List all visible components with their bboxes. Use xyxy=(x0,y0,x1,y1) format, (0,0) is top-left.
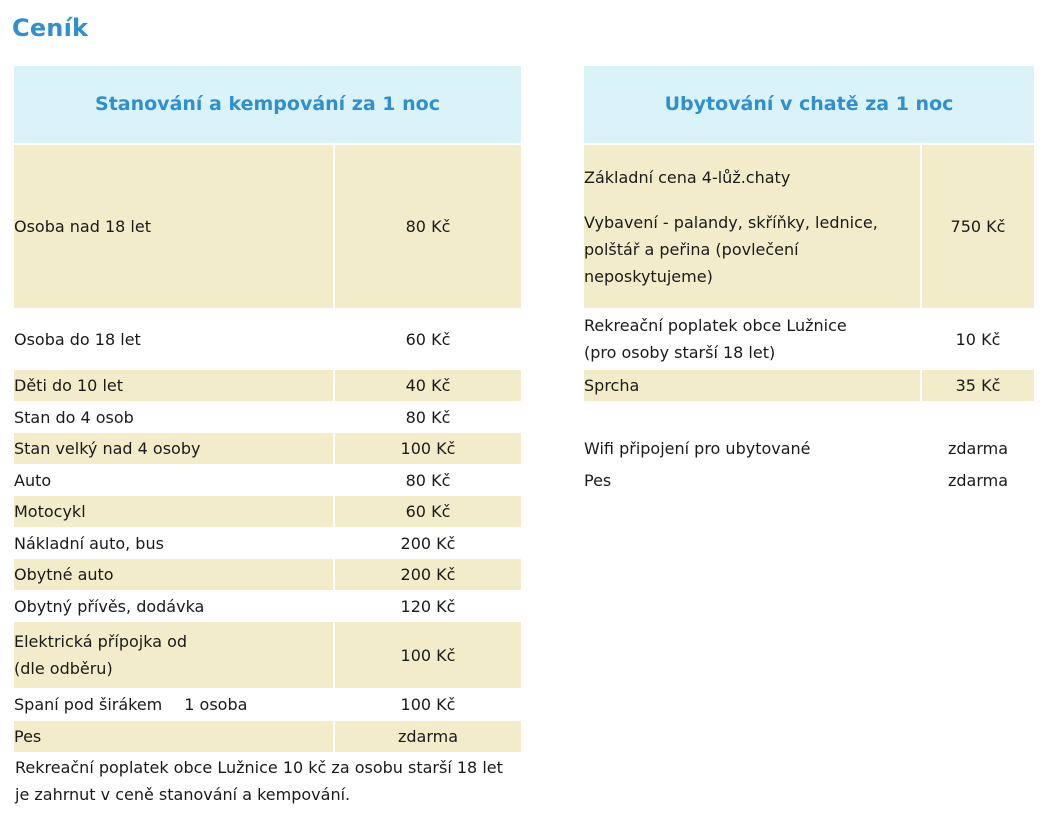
row-label-note: (dle odběru) xyxy=(14,659,113,678)
row-label: Wifi připojení pro ubytované xyxy=(584,439,811,458)
row-price: 80 Kč xyxy=(334,401,521,433)
row-label xyxy=(14,622,334,688)
row-label xyxy=(584,144,921,308)
table-row xyxy=(584,144,1034,308)
row-label: Pes xyxy=(584,470,612,490)
camping-price-table xyxy=(14,66,521,752)
table-row xyxy=(14,559,521,590)
footnote-line: je zahrnut v ceně stanování a kempování. xyxy=(15,785,351,804)
row-description-line: Vybavení - palandy, skříňky, lednice, xyxy=(584,212,878,232)
row-label-line: Elektrická přípojka od xyxy=(14,632,188,651)
row-label: Děti do 10 let xyxy=(14,370,334,401)
table-row xyxy=(14,496,521,527)
row-label: Pes xyxy=(14,721,334,752)
cabin-header-row xyxy=(584,66,1034,144)
table-row xyxy=(584,308,1034,370)
spacer-row xyxy=(584,401,1034,433)
cabin-price-table xyxy=(584,66,1034,496)
row-label: Obytný přívěs, dodávka xyxy=(14,596,205,616)
row-label: Motocykl xyxy=(14,496,334,527)
row-price: 750 Kč xyxy=(921,144,1034,308)
table-row xyxy=(14,527,521,559)
row-price: zdarma xyxy=(947,470,1009,490)
cabin-header: Ubytování v chatě za 1 noc xyxy=(584,66,1034,144)
row-description-line: neposkytujeme) xyxy=(584,266,713,286)
camping-footnote xyxy=(15,754,535,808)
table-row xyxy=(584,464,1034,496)
row-label-line: (pro osoby starší 18 let) xyxy=(584,343,776,362)
camping-header-row xyxy=(14,66,521,144)
table-row xyxy=(14,433,521,464)
table-row xyxy=(14,721,521,752)
row-label: Obytné auto xyxy=(14,559,334,590)
page-title: Ceník xyxy=(12,14,89,42)
row-label: Sprcha xyxy=(584,370,921,401)
row-price: 200 Kč xyxy=(334,559,521,590)
row-price: 120 Kč xyxy=(334,590,521,622)
row-label: Stan velký nad 4 osoby xyxy=(14,433,334,464)
table-row xyxy=(14,590,521,622)
table-row xyxy=(14,688,521,721)
row-price: 10 Kč xyxy=(921,308,1034,370)
row-label: Nákladní auto, bus xyxy=(14,533,164,553)
row-price: 40 Kč xyxy=(334,370,521,401)
row-label xyxy=(584,308,921,370)
footnote-line: Rekreační poplatek obce Lužnice 10 kč za osobu starší 18 let xyxy=(15,758,503,777)
table-row xyxy=(14,464,521,496)
row-price: 100 Kč xyxy=(334,433,521,464)
row-description-line: polštář a peřina (povlečení xyxy=(584,239,799,259)
row-price: 80 Kč xyxy=(334,144,521,308)
camping-header: Stanování a kempování za 1 noc xyxy=(14,66,521,144)
row-price: 100 Kč xyxy=(334,688,521,721)
row-label: Osoba nad 18 let xyxy=(14,144,334,308)
row-price: 100 Kč xyxy=(334,622,521,688)
row-price: zdarma xyxy=(334,721,521,752)
row-label: Auto xyxy=(14,470,52,490)
table-row xyxy=(14,622,521,688)
row-label: Stan do 4 osob xyxy=(14,407,134,427)
row-price: 60 Kč xyxy=(334,496,521,527)
row-label-line: Rekreační poplatek obce Lužnice xyxy=(584,316,847,335)
row-price: 200 Kč xyxy=(334,527,521,559)
row-label xyxy=(14,688,334,721)
row-label: Osoba do 18 let xyxy=(14,329,141,349)
row-price: 80 Kč xyxy=(334,464,521,496)
table-row xyxy=(584,433,1034,464)
row-label-main: Základní cena 4-lůž.chaty xyxy=(584,167,791,187)
row-label-main: Spaní pod širákem xyxy=(14,695,163,714)
row-price: 60 Kč xyxy=(334,308,521,370)
row-label-extra: 1 osoba xyxy=(184,695,248,714)
table-row xyxy=(14,401,521,433)
row-price: zdarma xyxy=(947,439,1009,458)
row-description xyxy=(584,209,920,290)
table-row xyxy=(14,144,521,308)
table-row xyxy=(14,370,521,401)
table-row xyxy=(14,308,521,370)
row-price: 35 Kč xyxy=(921,370,1034,401)
table-row xyxy=(584,370,1034,401)
